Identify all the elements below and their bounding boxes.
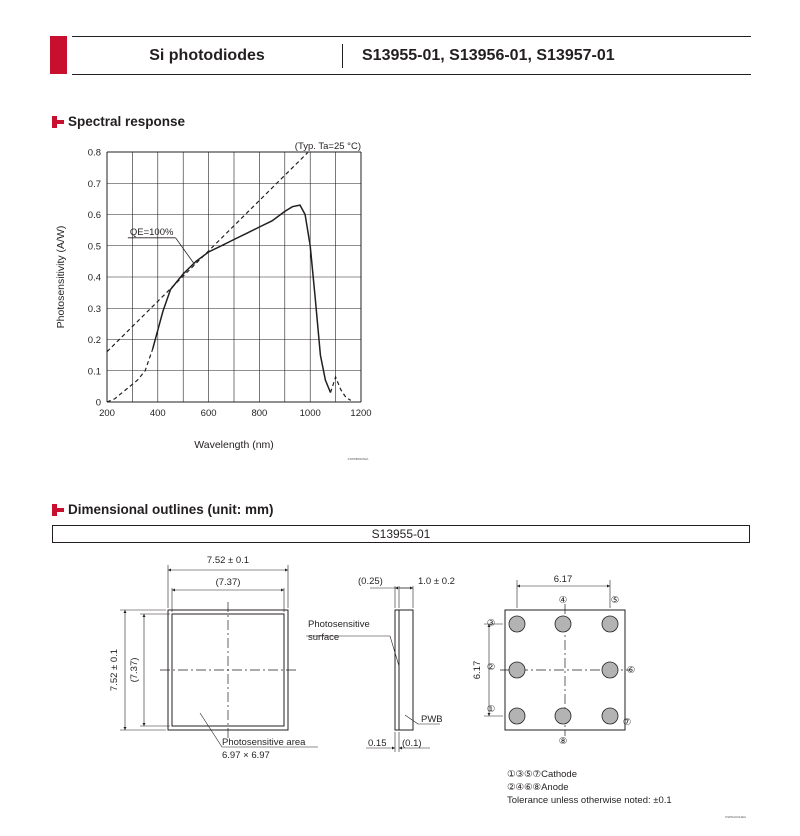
y-tick-label: 0.7 — [87, 178, 101, 190]
y-axis-label: Photosensitivity (A/W) — [55, 225, 67, 329]
header-separator — [342, 44, 343, 68]
pin-3-label: ③ — [486, 618, 496, 629]
area-label: Photosensitive area — [222, 737, 306, 748]
x-tick-label: 400 — [149, 408, 166, 419]
cathode-label: Cathode — [541, 769, 577, 780]
side-inner-height-text: (7.37) — [129, 657, 140, 683]
series-line-1 — [107, 349, 153, 402]
pin-4-label: ④ — [558, 595, 568, 606]
tolerance-note: Tolerance unless otherwise noted: ±0.1 — [507, 795, 672, 806]
pad-5 — [602, 616, 618, 632]
dimensional-outline-drawing — [0, 545, 800, 836]
surface-label-2: surface — [308, 632, 340, 643]
side-height-text: 7.52 ± 0.1 — [109, 648, 120, 692]
y-tick-label: 0.1 — [87, 366, 101, 378]
pad-4 — [555, 616, 571, 632]
pwb-leader — [405, 715, 418, 724]
x-tick-label: 800 — [251, 408, 268, 419]
model-label: S13955-01 — [371, 527, 431, 541]
bottom-left-dim-text: 0.15 — [368, 738, 387, 749]
pad-3 — [509, 616, 525, 632]
top-inner-width-text: (7.37) — [215, 577, 241, 588]
top-width-text: 7.52 ± 0.1 — [206, 555, 250, 566]
bottom-right-dim-text: (0.1) — [402, 738, 422, 749]
pad-1 — [509, 708, 525, 724]
anode-label: Anode — [541, 782, 569, 793]
pad-width-text: 6.17 — [553, 574, 573, 585]
header-models: S13955-01, S13956-01, S13957-01 — [362, 47, 615, 64]
pad-7 — [602, 708, 618, 724]
cathode-pins: ①③⑤⑦ — [507, 769, 542, 780]
area-value: 6.97 × 6.97 — [222, 750, 270, 761]
header-bottom-rule — [72, 74, 751, 75]
pin-8-label: ⑧ — [558, 736, 568, 747]
y-tick-label: 0.5 — [87, 241, 101, 253]
series-line-0 — [153, 205, 331, 393]
chart-ticks — [88, 148, 372, 420]
x-axis-label: Wavelength (nm) — [194, 439, 274, 451]
cathode-row — [507, 768, 672, 781]
surface-label-1: Photosensitive — [308, 619, 370, 630]
y-tick-label: 0.3 — [87, 303, 101, 315]
side-left-dim-text: (0.25) — [358, 576, 383, 587]
spectral-response-chart — [40, 130, 380, 460]
y-tick-label: 0 — [95, 397, 101, 409]
header-accent-bar — [50, 36, 67, 74]
y-tick-label: 0.2 — [87, 335, 101, 346]
anode-row — [507, 781, 672, 794]
spectral-section-title: Spectral response — [68, 114, 186, 129]
header-top-rule — [72, 36, 751, 37]
chart-condition: (Typ. Ta=25 °C) — [294, 141, 361, 152]
y-tick-label: 0.4 — [87, 272, 101, 284]
pin-7-label: ⑦ — [622, 717, 632, 728]
x-tick-label: 1000 — [299, 408, 321, 419]
x-tick-label: 600 — [200, 408, 217, 419]
y-tick-label: 0.8 — [87, 147, 101, 159]
pwb-label: PWB — [421, 714, 443, 725]
pad-8 — [555, 708, 571, 724]
series-qe-100 — [107, 153, 308, 352]
pin-6-label: ⑥ — [626, 665, 636, 676]
pin-2-label: ② — [486, 662, 496, 673]
x-tick-label: 200 — [99, 408, 115, 419]
anode-pins: ②④⑥⑧ — [507, 782, 542, 793]
pin-legend — [507, 768, 672, 807]
pad-2 — [509, 662, 525, 678]
pin-5-label: ⑤ — [610, 595, 620, 606]
side-right-dim-text: 1.0 ± 0.2 — [418, 576, 455, 587]
section-bullet-icon — [52, 116, 64, 128]
qe-leader-line — [176, 238, 195, 265]
series-line-2 — [331, 377, 351, 400]
y-tick-label: 0.6 — [87, 210, 101, 221]
pad-height-text: 6.17 — [472, 660, 483, 680]
section-bullet-icon — [52, 504, 64, 516]
qe-label: QE=100% — [129, 226, 174, 238]
outline-code: KSPDA0314EA — [725, 815, 746, 819]
dimensions-section-title: Dimensional outlines (unit: mm) — [68, 502, 274, 517]
x-tick-label: 1200 — [350, 408, 372, 419]
chart-code: KSPDB0367EA — [347, 457, 369, 460]
side-view-outer — [395, 610, 413, 730]
pin-1-label: ① — [486, 704, 496, 715]
header-category: Si photodiodes — [149, 47, 265, 64]
pad-6 — [602, 662, 618, 678]
